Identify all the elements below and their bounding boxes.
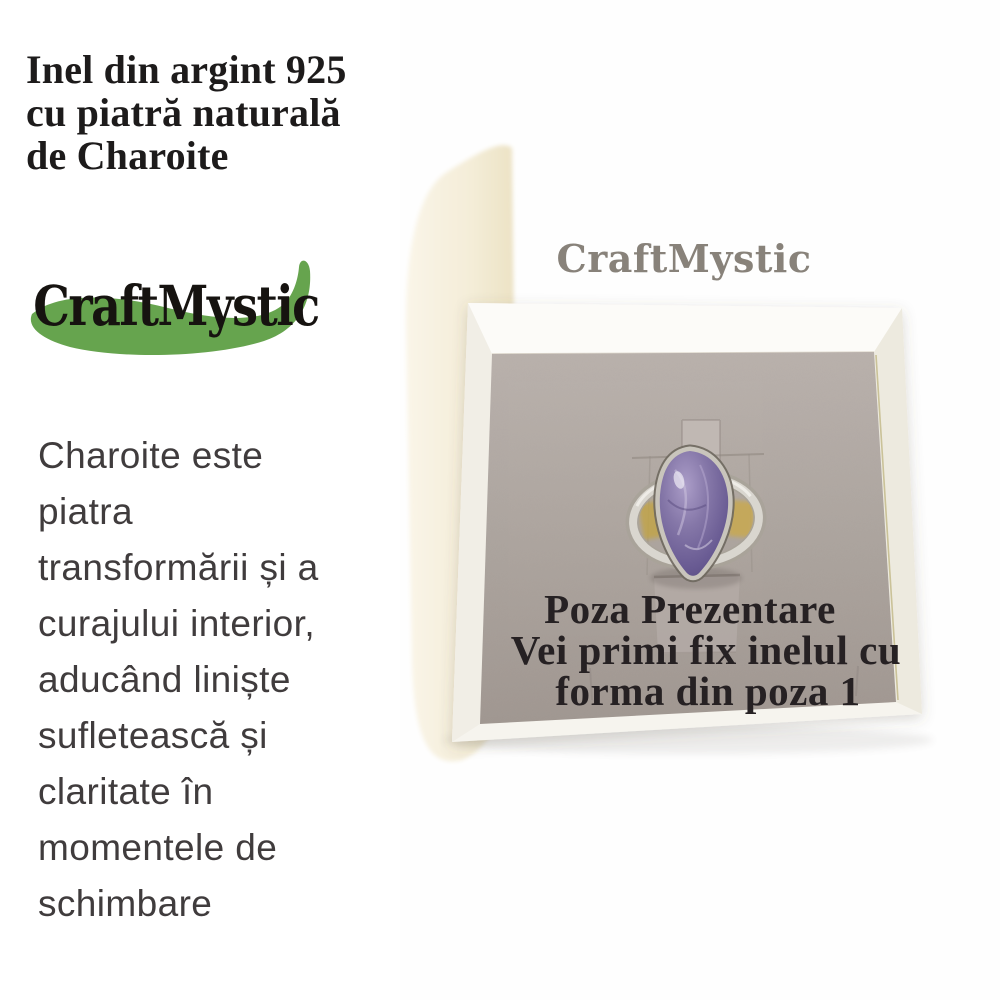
- description-line: Charoite este: [38, 435, 264, 476]
- product-title-line-3: de Charoite: [26, 133, 229, 178]
- description-line: transformării și a: [38, 547, 319, 588]
- caption-line-2: Vei primi fix inelul cu: [510, 627, 902, 673]
- product-title: [26, 48, 406, 177]
- caption-line-1: Poza Prezentare: [544, 586, 836, 632]
- description-line: piatra: [38, 491, 133, 532]
- description-line: momentele de: [38, 827, 278, 868]
- product-photo-graphic: [400, 0, 1000, 1000]
- description-line: curajului interior,: [38, 603, 316, 644]
- brand-logo: [18, 240, 348, 372]
- brand-logo-graphic: [18, 240, 348, 372]
- box-lid-brand-text: CraftMystic: [556, 236, 812, 281]
- product-title-line-2: cu piatră naturală: [26, 90, 341, 135]
- description-line: schimbare: [38, 883, 213, 924]
- description-line: aducând liniște: [38, 659, 291, 700]
- brand-logo-text: CraftMystic: [33, 273, 319, 339]
- product-photo: [400, 0, 1000, 1000]
- description-line: claritate în: [38, 771, 214, 812]
- product-title-line-1: Inel din argint 925: [26, 47, 347, 92]
- product-description: [38, 428, 428, 932]
- box-wall-top: [468, 303, 902, 354]
- description-line: sufletească și: [38, 715, 268, 756]
- caption-line-3: forma din poza 1: [555, 668, 861, 714]
